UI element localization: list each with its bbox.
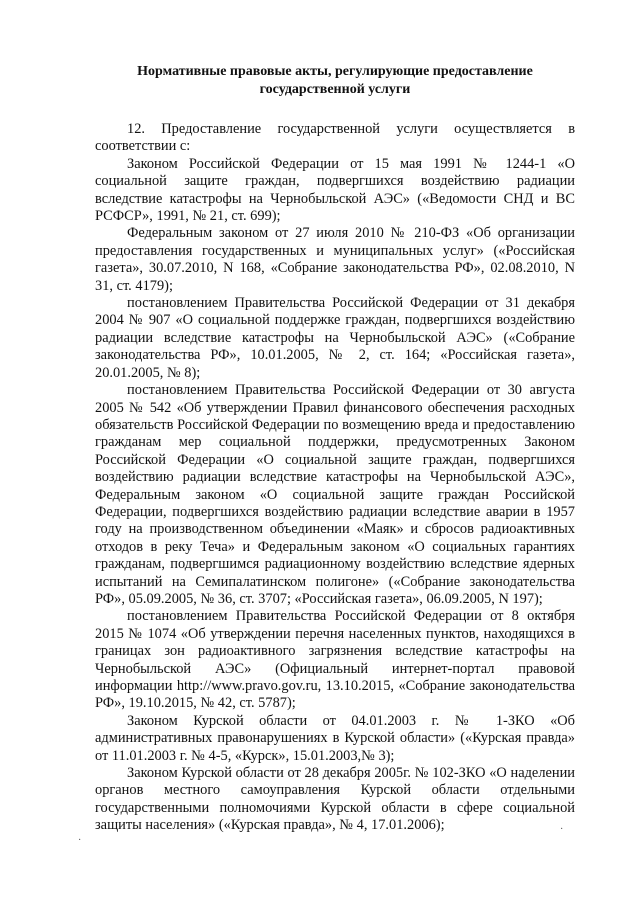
paragraph-law-1244-1: Законом Российской Федерации от 15 мая 1991 № 1244-1 «О социальной защите граждан, подвергшихся воздействию радиации вследствие катастрофы на Чернобыльской АЭС» («Ведомости СНД и ВС РСФСР», 1991, № 21, ст. 699);: [95, 155, 575, 225]
paragraph-resolution-542: постановлением Правительства Российской Федерации от 30 августа 2005 № 542 «Об утверждении Правил финансового обеспечения расходных обязательств Российской Федерации по возмещению вреда и предоставлению гражданам мер социальной поддержки, предусмотренных Законом Российской Федерации «О социальной защите граждан, подвергшихся воздействию радиации вследствие катастрофы на Чернобыльской АЭС», Федеральным законом «О социальной защите граждан Российской Федерации, подвергшихся воздействию радиации вследствие аварии в 1957 году на производственном объединении «Маяк» и сбросов радиоактивных отходов в реку Теча» и Федеральным законом «О социальных гарантиях гражданам, подвергшимся радиационному воздействию вследствие ядерных испытаний на Семипалатинском полигоне» («Собрание законодательства РФ», 05.09.2005, № 36, ст. 3707; «Российская газета», 06.09.2005, N 197);: [95, 382, 575, 607]
section-heading-line-2: государственной услуги: [259, 82, 411, 97]
paragraph-resolution-1074: постановлением Правительства Российской Федерации от 8 октября 2015 № 1074 «Об утверждении перечня населенных пунктов, находящихся в границах зон радиоактивного загрязнения вследствие катастрофы на Чернобыльской АЭС» (Официальный интернет-портал правовой информации http://www.pravo.gov.ru, 13.10.2015, «Собрание законодательства РФ», 19.10.2015, № 42, ст. 5787);: [95, 608, 575, 712]
scan-speck: ·: [78, 835, 82, 846]
document-body: [95, 121, 575, 835]
paragraph-intro: 12. Предоставление государственной услуги осуществляется в соответствии с:: [95, 121, 575, 155]
section-heading: [100, 63, 570, 99]
paragraph-law-102-zko: Законом Курской области от 28 декабря 2005г. № 102-ЗКО «О наделении органов местного самоуправления Курской области отдельными государственными полномочиями Курской области в сфере социальной защиты населения» («Курская правда», № 4, 17.01.2006);: [95, 765, 575, 834]
scan-speck: ·: [560, 824, 564, 835]
paragraph-law-210-fz: Федеральным законом от 27 июля 2010 № 210-ФЗ «Об организации предоставления государственных и муниципальных услуг» («Российская газета», 30.07.2010, N 168, «Собрание законодательства РФ», 02.08.2010, N 31, ст. 4179);: [95, 225, 575, 294]
paragraph-law-1-zko: Законом Курской области от 04.01.2003 г. № 1-ЗКО «Об административных правонарушениях в Курской области» («Курская правда» от 11.01.2003 г. № 4-5, «Курск», 15.01.2003,№ 3);: [95, 712, 575, 764]
section-heading-line-1: Нормативные правовые акты, регулирующие предоставление: [137, 64, 533, 79]
paragraph-resolution-907: постановлением Правительства Российской Федерации от 31 декабря 2004 № 907 «О социальной поддержке граждан, подвергшихся воздействию радиации вследствие катастрофы на Чернобыльской АЭС» («Собрание законодательства РФ», 10.01.2005, № 2, ст. 164; «Российская газета», 20.01.2005, № 8);: [95, 295, 575, 381]
